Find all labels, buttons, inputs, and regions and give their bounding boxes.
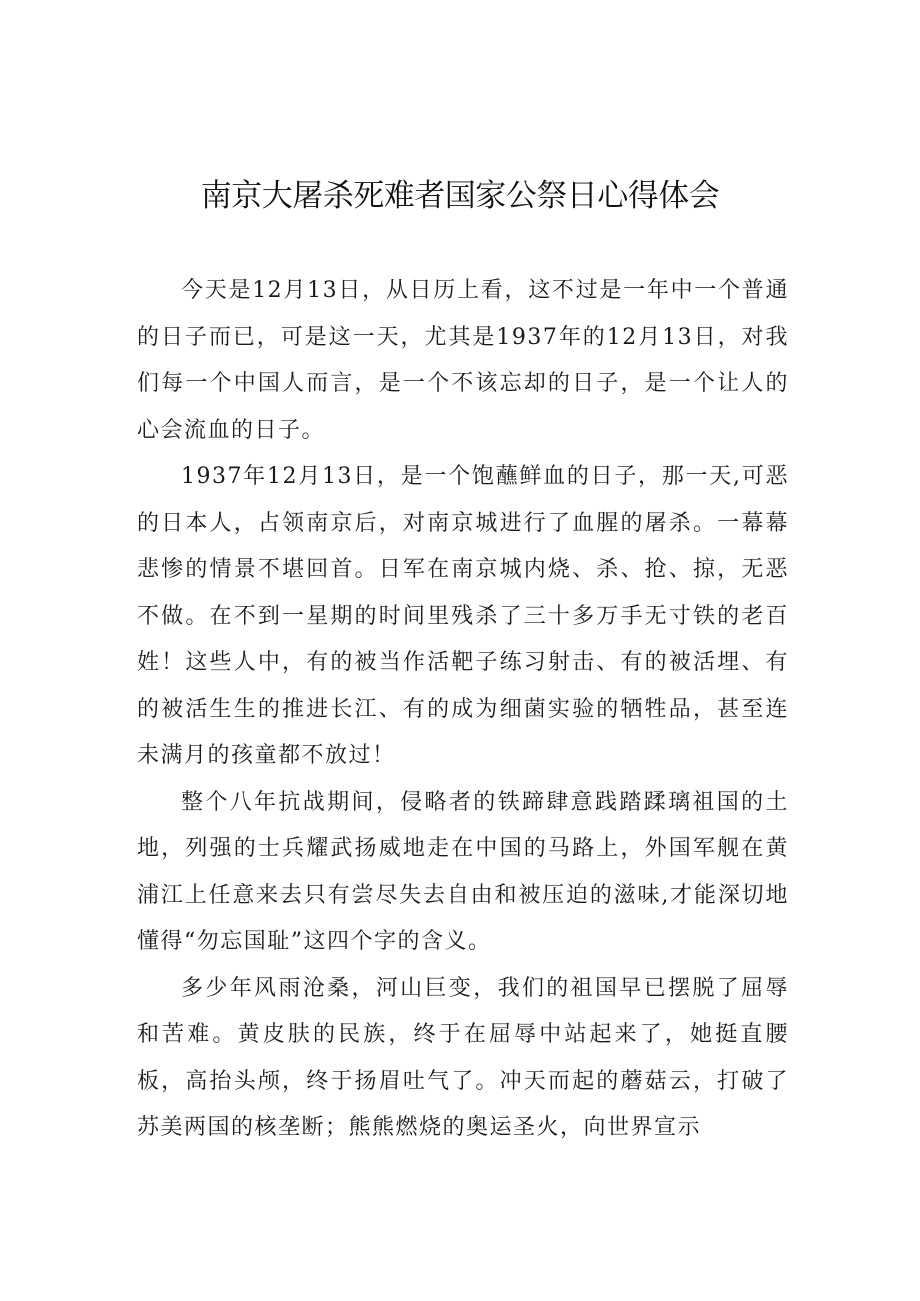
paragraph-2: 1937年12月13日，是一个饱蘸鲜血的日子，那一天,可恶的日本人，占领南京后，对南京城进行了血腥的屠杀。一幕幕悲惨的情景不堪回首。日军在南京城内烧、杀、抢、掠，无恶不做。在不到一星期的时间里残杀了三十多万手无寸铁的老百姓！这些人中，有的被当作活靶子练习射击、有的被活埋、有的被活生生的推进长江、有的成为细菌实验的牺牲品，甚至连未满月的孩童都不放过！ [137, 464, 789, 768]
document-body [137, 268, 789, 1152]
paragraph-4: 多少年风雨沧桑，河山巨变，我们的祖国早已摆脱了屈辱和苦难。黄皮肤的民族，终于在屈辱中站起来了，她挺直腰板，高抬头颅，终于扬眉吐气了。冲天而起的蘑菇云，打破了苏美两国的核垄断；熊熊燃烧的奥运圣火，向世界宣示 [137, 975, 789, 1140]
paragraph-3: 整个八年抗战期间，侵略者的铁蹄肆意践踏蹂璃祖国的土地，列强的士兵耀武扬威地走在中国的马路上，外国军舰在黄浦江上任意来去只有尝尽失去自由和被压迫的滋味,才能深切地懂得“勿忘国耻”这四个字的含义。 [137, 789, 789, 954]
document-title: 南京大屠杀死难者国家公祭日心得体会 [200, 178, 720, 214]
paragraph-1: 今天是12月13日，从日历上看，这不过是一年中一个普通的日子而已，可是这一天，尤其是1937年的12月13日，对我们每一个中国人而言，是一个不该忘却的日子，是一个让人的心会流血的日子。 [137, 278, 789, 443]
